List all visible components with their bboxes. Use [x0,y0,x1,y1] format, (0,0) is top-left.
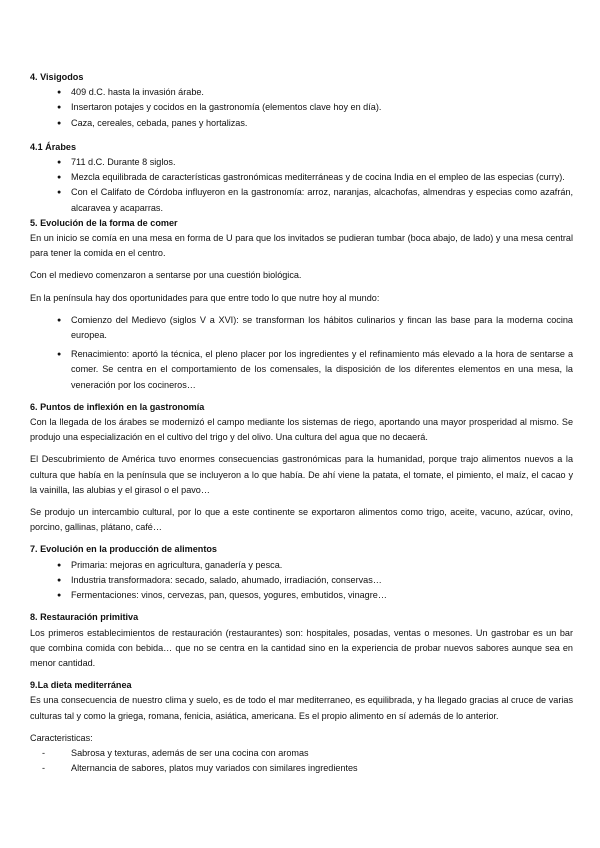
section-visigodos [30,70,573,131]
section-heading: 9.La dieta mediterránea [30,680,132,691]
section-heading: 6. Puntos de inflexión en la gastronomía [30,401,205,412]
section-produccion-alimentos [30,542,573,603]
list-item: ● Caza, cereales, cebada, panes y hortalizas. [30,116,573,131]
dash-list [30,746,573,776]
list-item: ● Comienzo del Medievo (siglos V a XVI): se transforman los hábitos culinarios y fincan las base para la moderna cocina europea. [57,314,573,341]
list-item: - Alternancia de sabores, platos muy variados con similares ingredientes [30,761,573,776]
bullet-icon: ● [57,316,62,324]
bullet-icon: ● [57,351,62,359]
section-arabes [30,140,573,216]
list-item: ● Insertaron potajes y cocidos en la gastronomía (elementos clave hoy en día). [30,100,573,115]
paragraph: Se produjo un intercambio cultural, por lo que a este continente se exportaron alimentos como trigo, aceite, vacuno, azúcar, ovino, porcino, gallinas, plátano, café… [30,507,573,533]
bullet-icon: ● [57,89,62,97]
bullet-icon: ● [57,576,62,584]
dash-icon: - [42,747,46,758]
paragraph: Los primeros establecimientos de restauración (restaurantes) son: hospitales, posadas, ventas o mesones. Un gastrobar es un bar que combina comida con bebida… que no se centra en la cantidad sino en la experiencia de probar nuevos sabores aunque sea en menor cantidad. [30,627,573,668]
bullet-icon: ● [57,174,62,182]
section-heading: 5. Evolución de la forma de comer [30,217,178,228]
section-heading: 8. Restauración primitiva [30,612,139,623]
section-heading: 4. Visigodos [30,72,84,82]
bullet-list [30,313,573,393]
bullet-icon: ● [57,561,62,569]
list-item: - Sabrosa y texturas, además de ser una cocina con aromas [30,746,573,761]
section-dieta-mediterranea [30,678,573,776]
section-heading: 4.1 Árabes [30,141,77,152]
list-item: ● Renacimiento: aportó la técnica, el pleno placer por los ingredientes y el refinamiento más elevado a la hora de sentarse a comer. Se centra en el comportamiento de los comensales, la disposición de los diferentes elementos en una mesa, la veneración por los cocineros… [57,349,573,390]
section-restauracion-primitiva [30,610,573,671]
bullet-list [30,558,573,604]
paragraph: Con la llegada de los árabes se modernizó el campo mediante los sistemas de riego, aportando una mayor prosperidad al mismo. Se produjo una especialización en el cultivo del trigo y del olivo. Una cultura del agua que no decaerá. [30,417,573,443]
dash-icon: - [42,763,46,774]
paragraph: Con el medievo comenzaron a sentarse por una cuestión biológica. [30,270,302,281]
list-item: ● 711 d.C. Durante 8 siglos. [30,155,573,170]
list-item: ● Con el Califato de Córdoba influyeron en la gastronomía: arroz, naranjas, alcachofas, almendras y especias como azafrán, alcaravea y acaparras. [57,187,573,213]
bullet-list [30,85,573,131]
document-page [30,70,573,776]
paragraph: Caracteristicas: [30,732,93,743]
paragraph: En la península hay dos oportunidades para que entre todo lo que nutre hoy al mundo: [30,292,380,303]
section-puntos-de-inflexion [30,400,573,536]
section-heading: 7. Evolución en la producción de alimentos [30,544,217,555]
paragraph: Es una consecuencia de nuestro clima y suelo, es de todo el mar mediterraneo, es equilibrada, y ha llegado gracias al cruce de varias culturas tal y como la griega, romana, fenicia, asiática, americana. Es el propio alimento en sí además de lo anterior. [30,695,573,721]
bullet-icon: ● [57,189,62,197]
section-forma-de-comer [30,216,573,393]
paragraph: El Descubrimiento de América tuvo enormes consecuencias gastronómicas para la humanidad, porque trajo alimentos nuevos a la cultura que había en la península que se incluyeron a lo que había. De ahí viene la patata, el tomate, el pimiento, el maíz, el cacao y la vainilla, las alubias y el girasol o el pavo… [30,454,573,495]
list-item: ● Primaria: mejoras en agricultura, ganadería y pesca. [30,558,573,573]
bullet-icon: ● [57,592,62,600]
paragraph: En un inicio se comía en una mesa en forma de U para que los invitados se pudieran tumbar (boca abajo, de lado) y una mesa central para tener la comida en el centro. [30,233,573,259]
bullet-list [30,155,573,216]
bullet-icon: ● [57,104,62,112]
list-item: ● Fermentaciones: vinos, cervezas, pan, quesos, yogures, embutidos, vinagre… [30,588,573,603]
list-item: ● 409 d.C. hasta la invasión árabe. [30,85,573,100]
list-item: ● Industria transformadora: secado, salado, ahumado, irradiación, conservas… [30,573,573,588]
list-item: ● Mezcla equilibrada de características gastronómicas mediterráneas y de cocina India en el empleo de las especias (curry). [30,170,573,185]
bullet-icon: ● [57,119,62,127]
bullet-icon: ● [57,159,62,167]
